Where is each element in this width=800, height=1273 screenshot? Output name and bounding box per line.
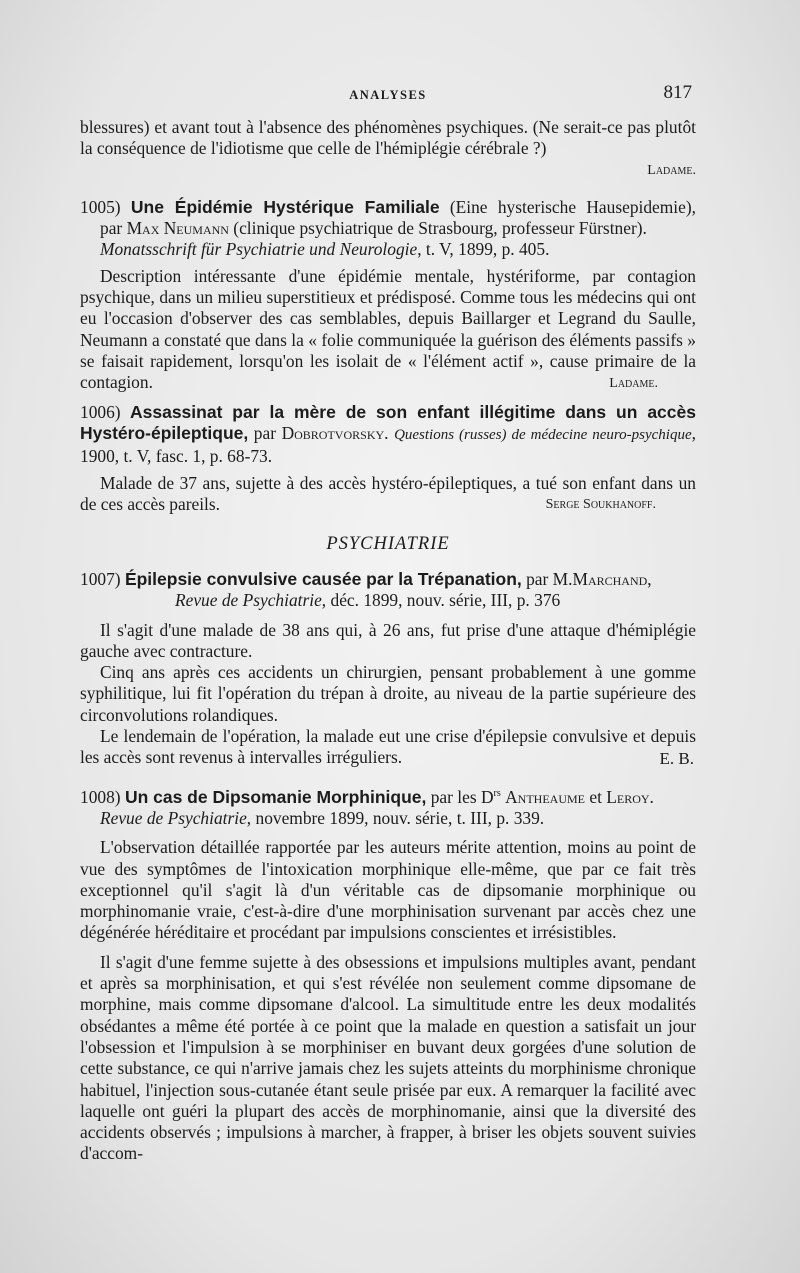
abstract-journal: Revue de Psychiatrie bbox=[100, 808, 247, 828]
abstract-1007-header bbox=[80, 569, 696, 612]
section-title: PSYCHIATRIE bbox=[326, 533, 450, 554]
abstract-number: 1008) bbox=[80, 786, 121, 807]
abstract-signature: Serge Soukhanoff. bbox=[545, 497, 656, 513]
abstract-author: Dobrotvorsky. bbox=[281, 423, 389, 444]
abstract-para-1: L'observation détaillée rapportée par les auteurs mérite attention, moins au point de vue des symptômes de l'intoxication morphinique elle-même, que par ce fait très exceptionnel qu'il s'agit là d'un véritable cas de dipsomanie morphinique ou morphinomanie vraie, c'est-à-dire d'une morphinisation survenant par accès chez une dégénérée héréditaire et procédant par impulsions conscientes et irrésistibles. bbox=[80, 837, 696, 943]
abstract-author: Antheaume bbox=[505, 786, 585, 807]
abstract-citation: , t. V, 1899, p. 405. bbox=[417, 239, 550, 260]
abstract-by: par M. bbox=[521, 568, 573, 589]
abstract-title: Épilepsie convulsive causée par la Trépanation, bbox=[124, 568, 522, 589]
abstract-1006 bbox=[80, 402, 696, 516]
abstract-by: par bbox=[248, 423, 277, 444]
abstract-journal: Monatsschrift für Psychiatrie und Neurologie bbox=[100, 239, 418, 260]
abstract-signature: Ladame. bbox=[609, 375, 658, 391]
abstract-title: Une Épidémie Hystérique Familiale bbox=[130, 196, 440, 217]
abstract-body: Malade de 37 ans, sujette à des accès hystéro-épileptiques, a tué son enfant dans un de ces accès pareils. bbox=[80, 472, 696, 515]
abstract-and: et bbox=[585, 786, 607, 807]
abstract-1008 bbox=[80, 783, 696, 1165]
abstract-1005 bbox=[80, 197, 696, 394]
abstract-number: 1006) bbox=[80, 401, 121, 422]
abstract-author: Max Neumann bbox=[126, 218, 229, 239]
abstract-by-sup: rs bbox=[493, 787, 501, 799]
abstract-body: Description intéressante d'une épidémie mentale, hystériforme, par contagion psychique, dans un milieu superstitieux et prédisposé. Comme tous les médecins qui ont eu l'occasion d'observer des cas semblables, depuis Baillarger et Legrand du Saulle, Neumann a constaté que dans la « folie communiquée la guérison des éléments passifs » se faisait rapidement, lorsqu'on les isolait de « l'élément actif », cause primaire de la contagion. bbox=[80, 265, 696, 393]
abstract-title: Un cas de Dipsomanie Morphinique, bbox=[124, 786, 427, 807]
abstract-title-suffix: (Eine hysterische Hausepidemie), bbox=[439, 196, 696, 217]
abstract-citation: , novembre 1899, nouv. série, t. III, p. 339. bbox=[246, 808, 545, 828]
intro-text: blessures) et avant tout à l'absence des phénomènes psychiques. (Ne serait-ce pas plutôt la conséquence de l'idiotisme que celle de l'hémiplégie cérébrale ?) bbox=[80, 117, 696, 159]
running-head: ANALYSES bbox=[349, 88, 427, 102]
abstract-para-2: Cinq ans après ces accidents un chirurgien, pensant probablement à une gomme syphilitique, lui fit l'opération du trépan à droite, au niveau de la partie supérieure des circonvolutions rolandiques. bbox=[80, 662, 696, 725]
page-number: 817 bbox=[663, 82, 692, 103]
abstract-citation: , 1900, t. V, fasc. 1, p. 68-73. bbox=[80, 423, 696, 467]
abstract-by: par les D bbox=[426, 786, 494, 807]
abstract-author: Marchand, bbox=[572, 568, 652, 589]
abstract-para-3: Le lendemain de l'opération, la malade eut une crise d'épilepsie convulsive et depuis les accès sont revenus à intervalles irréguliers. bbox=[80, 726, 696, 768]
abstract-para-1: Il s'agit d'une malade de 38 ans qui, à 26 ans, fut prise d'une attaque d'hémiplégie gauche avec contracture. bbox=[80, 619, 696, 661]
abstract-journal: Revue de Psychiatrie bbox=[175, 590, 322, 611]
page-header bbox=[80, 82, 696, 112]
abstract-citation: , déc. 1899, nouv. série, III, p. 376 bbox=[321, 590, 561, 611]
page-content bbox=[80, 117, 696, 1165]
abstract-number: 1005) bbox=[80, 196, 121, 217]
abstract-number: 1007) bbox=[80, 568, 121, 589]
abstract-author-rest: (clinique psychiatrique de Strasbourg, professeur Fürstner). bbox=[228, 218, 647, 239]
abstract-1005-header bbox=[80, 197, 696, 261]
abstract-1008-header bbox=[80, 783, 696, 829]
abstract-journal: Questions (russes) de médecine neuro-psychique bbox=[394, 427, 692, 444]
abstract-1006-header bbox=[80, 402, 696, 468]
abstract-signature: E. B. bbox=[659, 748, 694, 768]
abstract-author-2: Leroy. bbox=[606, 786, 654, 807]
abstract-1007 bbox=[80, 569, 696, 769]
intro-signature: Ladame. bbox=[647, 162, 696, 178]
abstract-by: par bbox=[100, 218, 123, 239]
abstract-para-2: Il s'agit d'une femme sujette à des obsessions et impulsions multiples avant, pendant et après sa morphinisation, et qui s'est révélée non seulement comme dipsomane de morphine, mais comme dipsomane d'alcool. La simultitude entre les deux modalités obsédantes a même été portée à ce point que la malade en question a satisfait un jour l'obsession et l'impulsion à se morphiniser en buvant deux gorgées d'une solution de cette substance, ce qui n'arrive jamais chez les sujets atteints du morphinisme chronique habituel, l'injection sous-cutanée étant seule prisée par eux. A remarquer la facilité avec laquelle ont guéri la plupart des accès de morphinomanie, ainsi que la diversité des accidents observés ; impulsions à marcher, à frapper, à briser les objets souvent suivies d'accom- bbox=[80, 951, 696, 1164]
abstract-title: Assassinat par la mère de son enfant illégitime dans un accès Hystéro-épileptique, bbox=[80, 401, 696, 444]
